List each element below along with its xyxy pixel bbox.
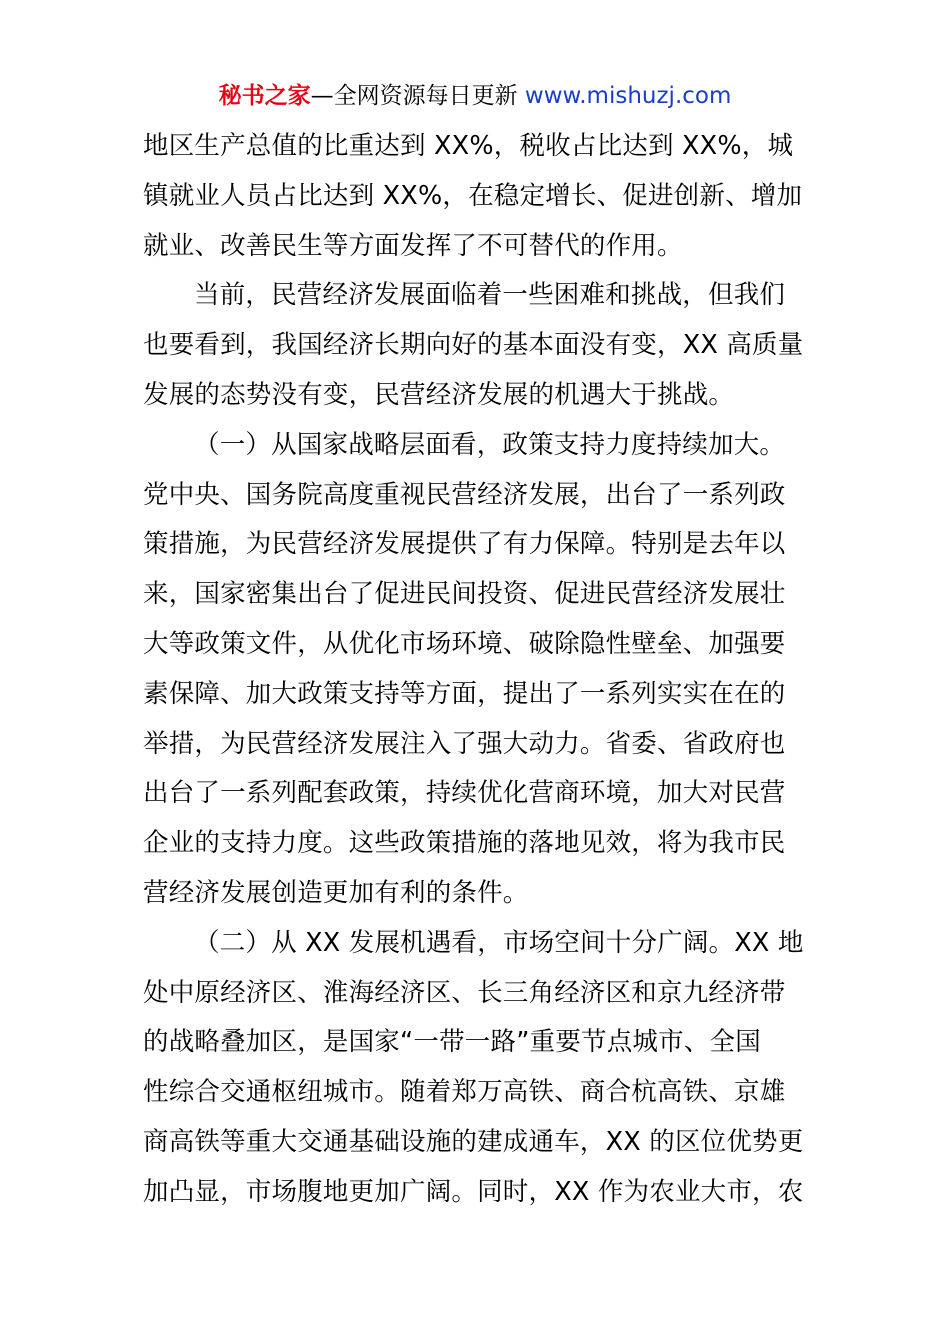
text-line: 企业的支持力度。这些政策措施的落地见效，将为我市民 (143, 828, 786, 859)
text-line: 大等政策文件，从优化市场环境、破除隐性壁垒、加强要 (143, 628, 786, 659)
text-line: 素保障、加大政策支持等方面，提出了一系列实实在在的 (143, 678, 786, 709)
document-body (143, 122, 808, 1218)
text-line: 商高铁等重大交通基础设施的建成通车，XX 的区位优势更 (143, 1126, 804, 1157)
text-line: 加凸显，市场腹地更加广阔。同时，XX 作为农业大市，农 (143, 1176, 804, 1207)
text-line: 也要看到，我国经济长期向好的基本面没有变，XX 高质量 (143, 330, 804, 361)
text-line: 处中原经济区、淮海经济区、长三角经济区和京九经济带 (143, 977, 786, 1008)
text-line: 镇就业人员占比达到 XX%，在稳定增长、促进创新、增加 (143, 180, 803, 211)
text-line: 策措施，为民营经济发展提供了有力保障。特别是去年以 (143, 529, 786, 560)
text-line: 地区生产总值的比重达到 XX%，税收占比达到 XX%，城 (143, 131, 794, 161)
text-line: 的战略叠加区，是国家“一带一路”重要节点城市、全国 (143, 1027, 761, 1058)
text-line: 举措，为民营经济发展注入了强大动力。省委、省政府也 (143, 728, 786, 759)
text-line: 出台了一系列配套政策，持续优化营商环境，加大对民营 (143, 778, 786, 809)
text-line: 来，国家密集出台了促进民间投资、促进民营经济发展壮 (143, 579, 786, 610)
text-line: 性综合交通枢纽城市。随着郑万高铁、商合杭高铁、京雄 (143, 1077, 786, 1108)
text-line: 党中央、国务院高度重视民营经济发展，出台了一系列政 (143, 479, 786, 510)
page-header (0, 80, 950, 112)
section-heading-2: （二）从 XX 发展机遇看，市场空间十分广阔。XX 地 (194, 927, 804, 958)
text-line: 营经济发展创造更加有利的条件。 (143, 877, 529, 908)
text-line: 发展的态势没有变，民营经济发展的机遇大于挑战。 (143, 379, 735, 410)
paragraph-first-line: 当前，民营经济发展面临着一些困难和挑战，但我们 (194, 280, 786, 311)
header-site-url[interactable]: www.mishuzj.com (524, 83, 732, 109)
text-line: 就业、改善民生等方面发挥了不可替代的作用。 (143, 230, 683, 261)
header-brand: 秘书之家 (218, 83, 311, 109)
section-heading-1: （一）从国家战略层面看，政策支持力度持续加大。 (194, 429, 786, 460)
header-tagline: —全网资源每日更新 (310, 83, 525, 109)
